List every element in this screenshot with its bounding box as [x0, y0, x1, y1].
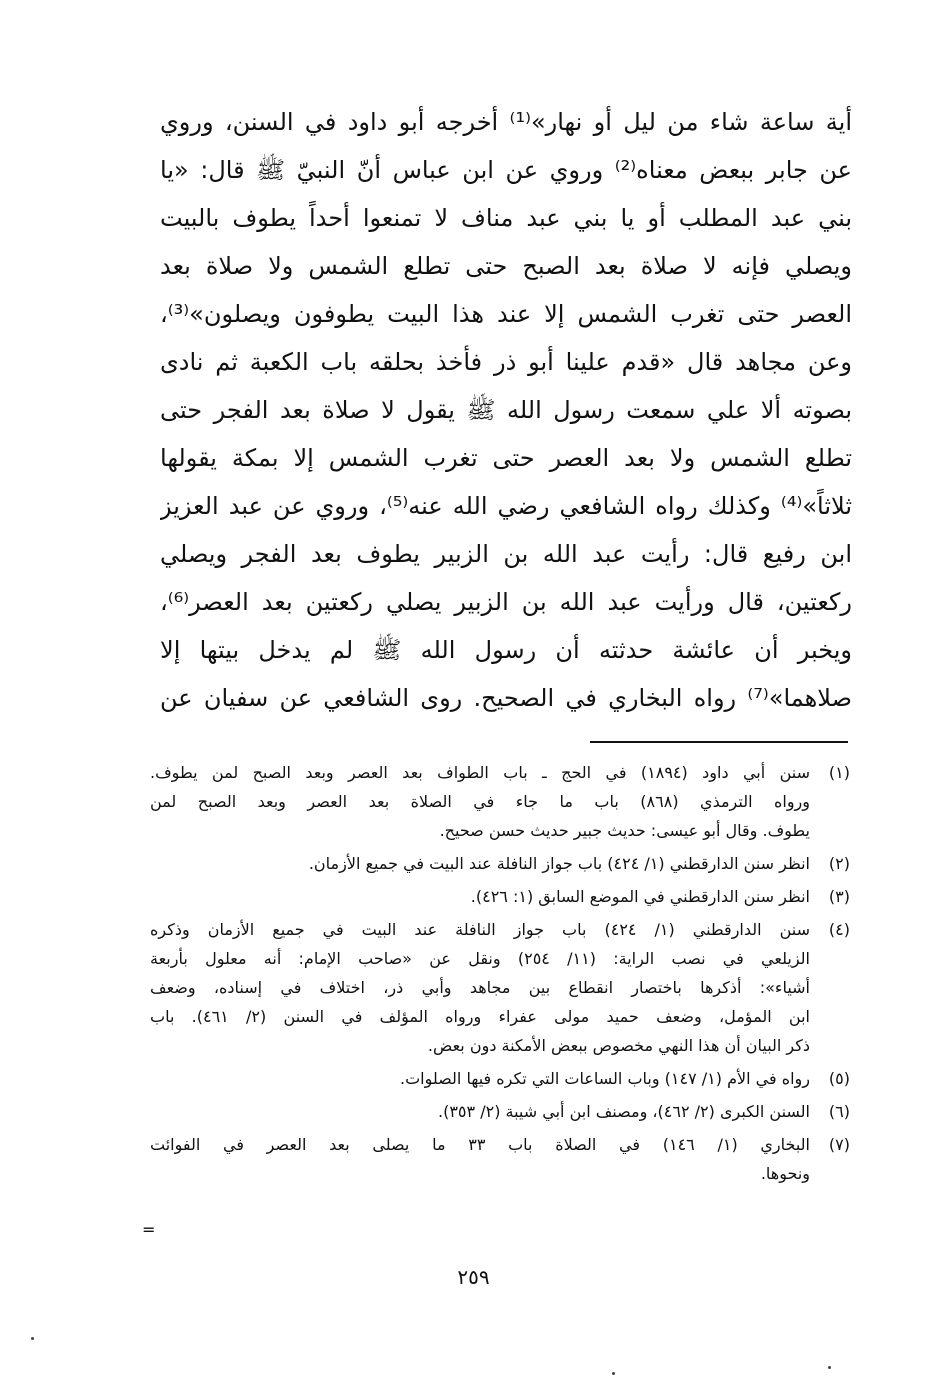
scan-speck [828, 1366, 831, 1369]
footnote-number: (١) [828, 763, 850, 782]
footnote-body [150, 882, 810, 911]
text-line: وعن مجاهد قال «قدم علينا أبو ذر فأخذ بحلقه باب الكعبة ثم نادى [160, 348, 852, 376]
scan-speck [31, 1337, 34, 1340]
footnote-body [150, 1097, 810, 1126]
footnote-number: (٤) [828, 920, 850, 939]
footnote-body [150, 1130, 810, 1188]
footnote-body [150, 758, 810, 845]
footnote-line: البخاري (١/ ١٤٦) في الصلاة باب ٣٣ ما يصلى بعد العصر في الفوائت [150, 1135, 810, 1154]
footnote-line: أشياء»: أذكرها باختصار انقطاع بين مجاهد وأبي ذر، اختلاف في إسناده، وضعف [150, 978, 810, 997]
text-line: ويصلي فإنه لا صلاة بعد الصبح حتى تطلع الشمس ولا صلاة بعد [160, 252, 852, 280]
main-text [160, 98, 852, 722]
page-number: ٢٥٩ [457, 1265, 490, 1289]
footnote-7 [150, 1130, 850, 1188]
text-line: بصوته ألا علي سمعت رسول الله ﷺ يقول لا صلاة بعد الفجر حتى [160, 396, 852, 424]
footnote-line: سنن أبي داود (١٨٩٤) في الحج ـ باب الطواف بعد العصر وبعد الصبح لمن يطوف. [150, 763, 810, 782]
text-line: بني عبد المطلب أو يا بني عبد مناف لا تمنعوا أحداً يطوف بالبيت [160, 204, 852, 232]
footnote-line: ابن المؤمل، وضعف حميد مولى عفراء ورواه المؤلف في السنن (٢/ ٤٦١). باب [150, 1007, 810, 1026]
text-line: العصر حتى تغرب الشمس إلا عند هذا البيت يطوفون ويصلون»⁽³⁾، [160, 300, 852, 328]
text-line: ابن رفيع قال: رأيت عبد الله بن الزبير يطوف بعد الفجر ويصلي [160, 540, 852, 568]
footnote-number: (٢) [828, 854, 850, 873]
footnote-line: ذكر البيان أن هذا النهي مخصوص ببعض الأمكنة دون بعض. [427, 1036, 810, 1055]
text-line: تطلع الشمس ولا بعد العصر حتى تغرب الشمس إلا بمكة يقولها [160, 444, 852, 472]
text-line: ثلاثاً»⁽⁴⁾ وكذلك رواه الشافعي رضي الله عنه⁽⁵⁾، وروي عن عبد العزيز [160, 492, 852, 520]
footnote-line: ورواه الترمذي (٨٦٨) باب ما جاء في الصلاة بعد العصر وبعد الصبح لمن [150, 792, 810, 811]
footnote-line: الزيلعي في نصب الراية: (١١/ ٢٥٤) ونقل عن «صاحب الإمام: أنه معلول بأربعة [150, 949, 810, 968]
footnote-line: رواه في الأم (١/ ١٤٧) وباب الساعات التي تكره فيها الصلوات. [400, 1069, 810, 1088]
footnote-line: سنن الدارقطني (١/ ٤٢٤) باب جواز النافلة عند البيت في جميع الأزمان وذكره [150, 920, 810, 939]
footnote-3 [150, 882, 850, 911]
footnote-6 [150, 1097, 850, 1126]
footnote-number: (٧) [828, 1135, 850, 1154]
footnote-line: يطوف. وقال أبو عيسى: حديث جبير حديث حسن صحيح. [439, 821, 810, 840]
footnote-body [150, 1064, 810, 1093]
footnote-body [150, 849, 810, 878]
footnote-2 [150, 849, 850, 878]
footnote-5 [150, 1064, 850, 1093]
footnote-4 [150, 915, 850, 1060]
text-line: ركعتين، قال ورأيت عبد الله بن الزبير يصلي ركعتين بعد العصر⁽⁶⁾، [160, 588, 852, 616]
footnote-line: انظر سنن الدارقطني في الموضع السابق (١: ٤٢٦). [470, 887, 810, 906]
text-line: ويخبر أن عائشة حدثته أن رسول الله ﷺ لم يدخل بيتها إلا [160, 636, 852, 664]
text-line: أية ساعة شاء من ليل أو نهار»⁽¹⁾ أخرجه أبو داود في السنن، وروي [160, 108, 852, 136]
continuation-mark: = [142, 1220, 156, 1239]
text-line: صلاهما»⁽⁷⁾ رواه البخاري في الصحيح. روى الشافعي عن سفيان عن [160, 684, 852, 712]
footnote-number: (٥) [828, 1069, 850, 1088]
footnote-line: ونحوها. [760, 1164, 810, 1183]
footnote-body [150, 915, 810, 1060]
footnote-separator [590, 741, 848, 743]
footnote-line: انظر سنن الدارقطني (١/ ٤٢٤) باب جواز النافلة عند البيت في جميع الأزمان. [308, 854, 810, 873]
footnote-number: (٦) [828, 1102, 850, 1121]
footnotes [150, 758, 850, 1192]
footnote-line: السنن الكبرى (٢/ ٤٦٢)، ومصنف ابن أبي شيبة (٢/ ٣٥٣). [438, 1102, 810, 1121]
text-line: عن جابر ببعض معناه⁽²⁾ وروي عن ابن عباس أنّ النبيّ ﷺ قال: «يا [160, 156, 852, 184]
scan-speck [612, 1372, 615, 1375]
footnote-1 [150, 758, 850, 845]
footnote-number: (٣) [828, 887, 850, 906]
